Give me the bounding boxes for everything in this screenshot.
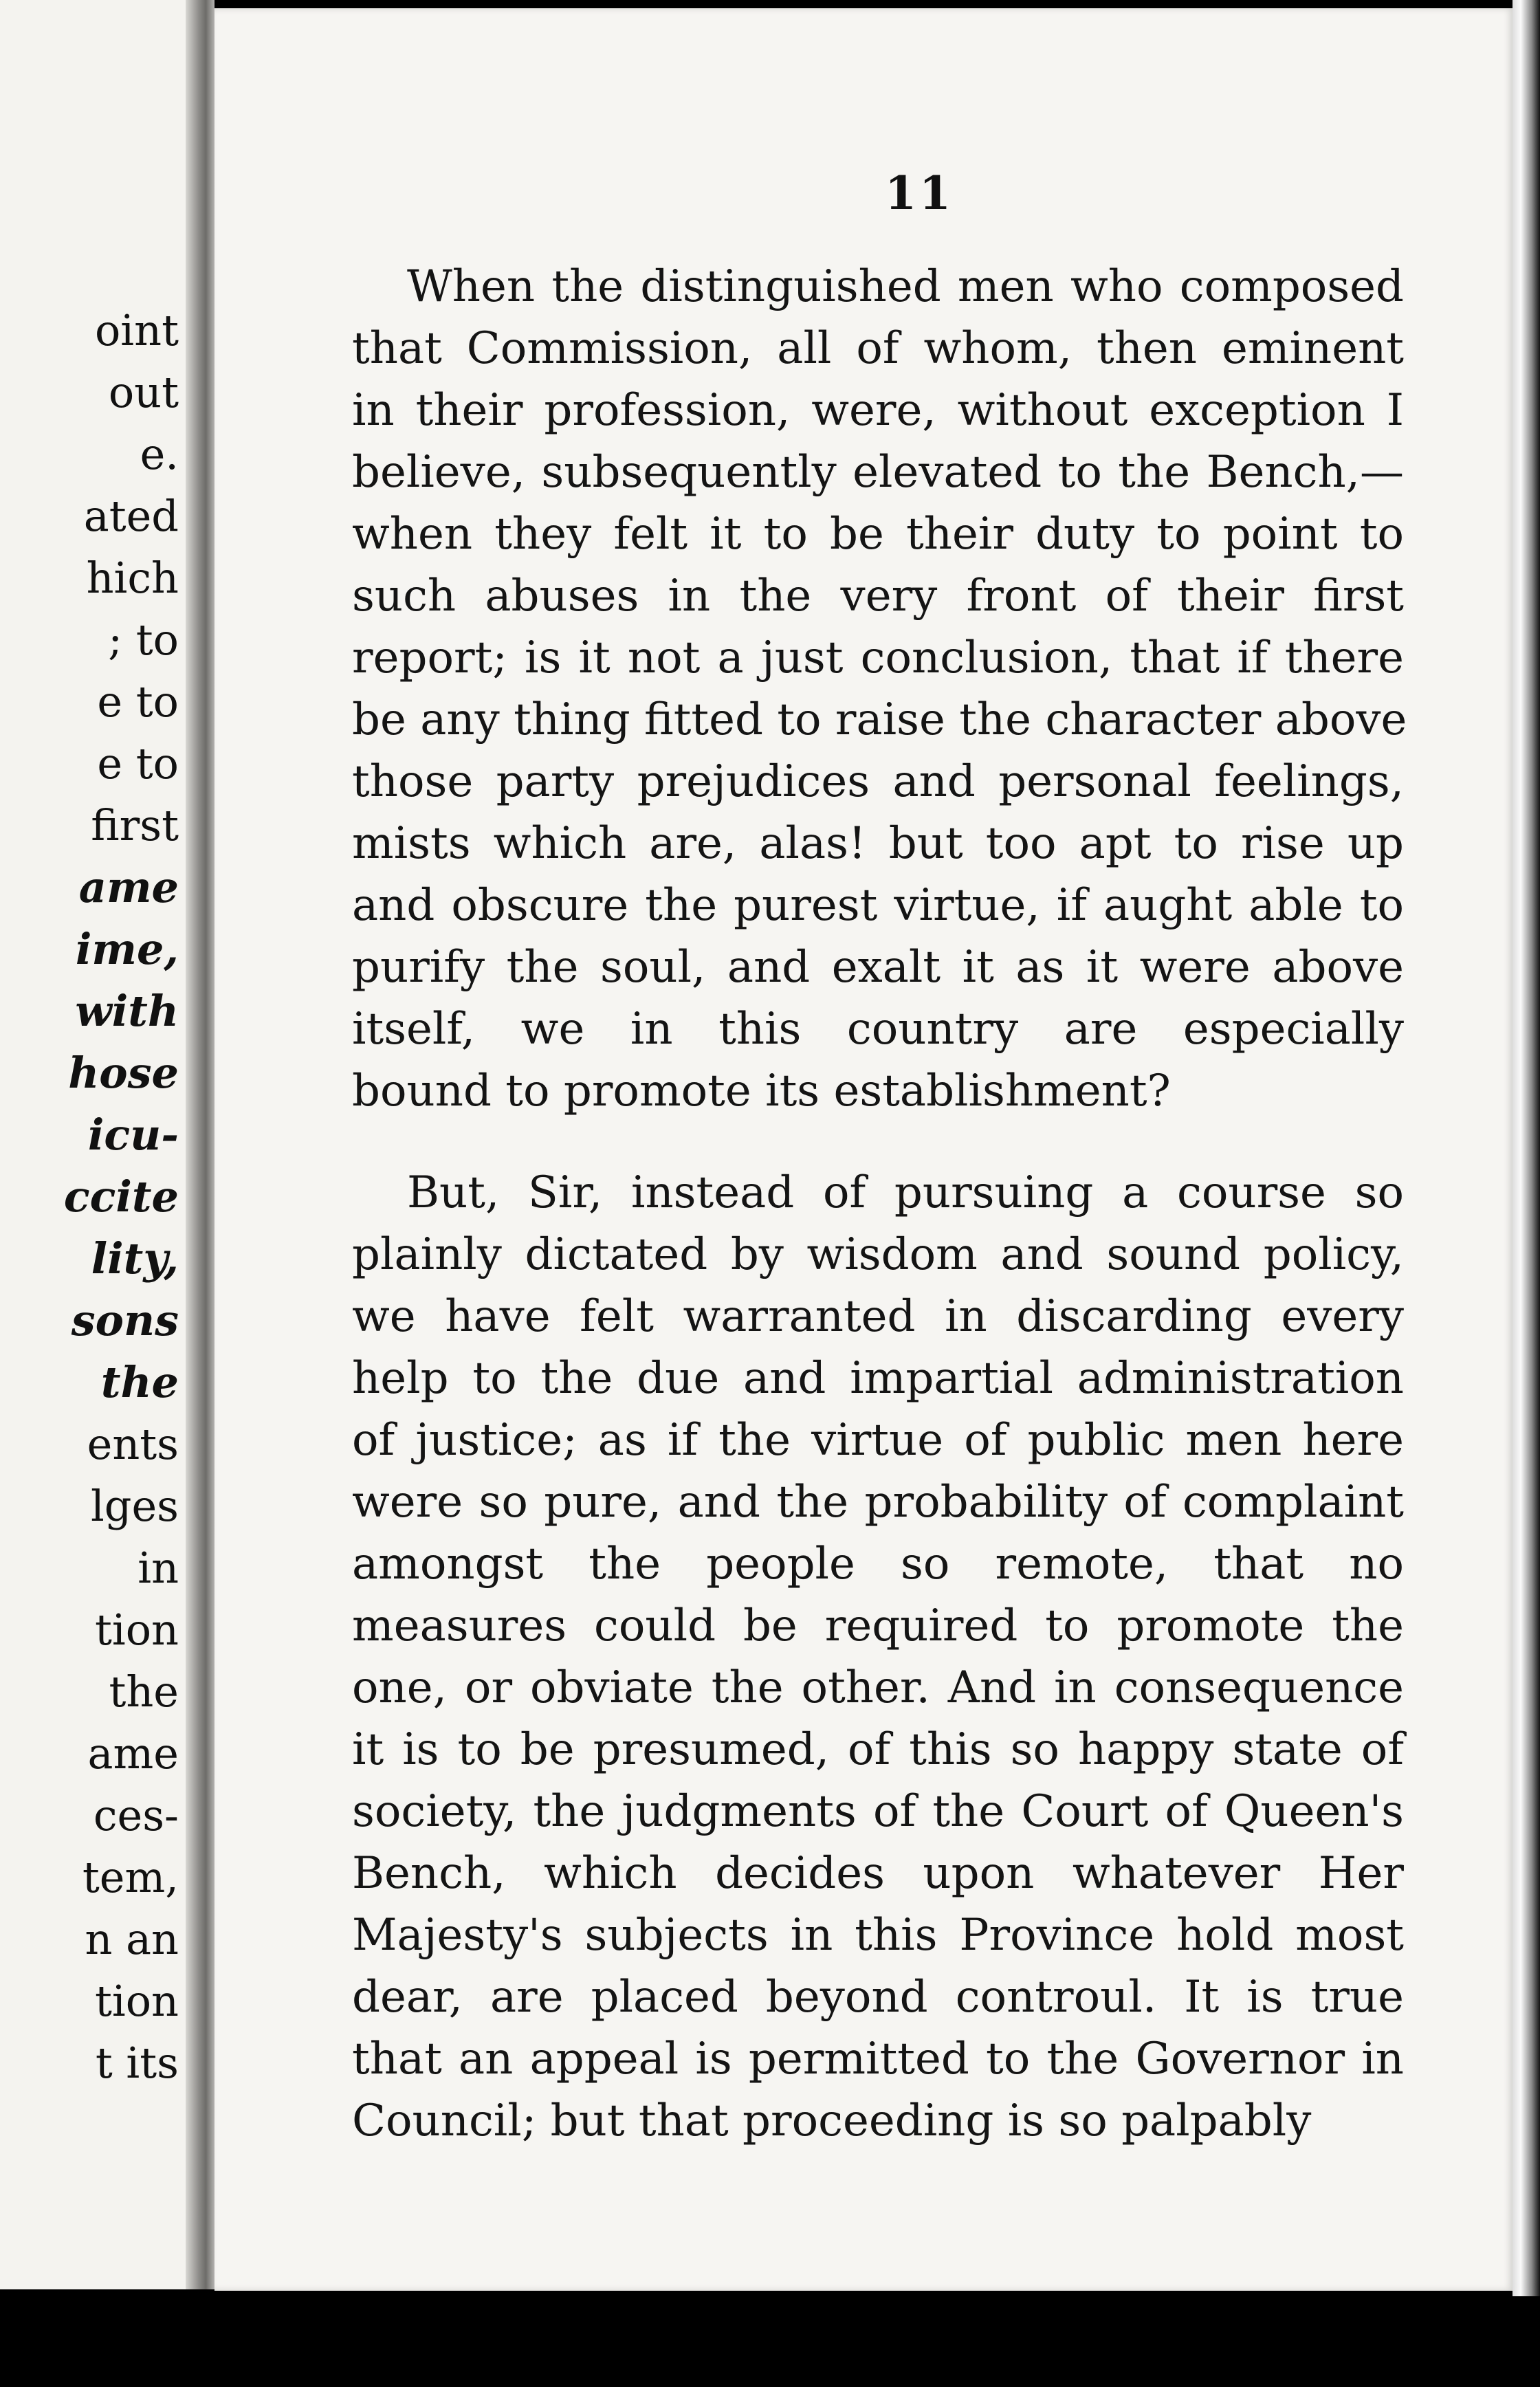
previous-page-fragment: with [75,986,179,1036]
previous-page-fragment: ces- [93,1790,179,1840]
previous-page-fragment: e to [97,676,179,727]
text-line: in their profession, were, without exception I [352,385,1404,436]
text-line: were so pure, and the probability of complaint [352,1477,1404,1528]
text-line: we have felt warranted in discarding every [352,1291,1404,1342]
paragraph-gap [352,1122,1404,1162]
previous-page-fragment: tem, [82,1852,179,1902]
text-line: and obscure the purest virtue, if aught able to [352,880,1404,931]
text-line: of justice; as if the virtue of public men here [352,1415,1404,1466]
text-line: plainly dictated by wisdom and sound policy, [352,1229,1404,1280]
previous-page-fragment: ime, [75,924,179,974]
book-gutter [186,0,214,2289]
book-page [214,8,1514,2291]
text-line: dear, are placed beyond controul. It is true [352,1972,1404,2023]
previous-page-fragment: lity, [91,1233,179,1284]
previous-page-fragment: out [108,367,179,417]
previous-page-fragment: oint [94,305,179,355]
text-line: amongst the people so remote, that no [352,1539,1404,1590]
text-line: those party prejudices and personal feelings, [352,756,1404,807]
text-line: that Commission, all of whom, then eminent [352,323,1404,374]
previous-page-fragment: t its [95,2038,179,2088]
text-line: report; is it not a just conclusion, that if there [352,632,1404,683]
previous-page-fragment: the [109,1666,179,1717]
text-line: Bench, which decides upon whatever Her [352,1848,1404,1899]
text-line: that an appeal is permitted to the Governor in [352,2034,1404,2084]
previous-page-fragment: the [100,1357,179,1407]
page-edge-shadow [1512,0,1540,2296]
text-line: it is to be presumed, of this so happy state of [352,1724,1404,1775]
text-line: when they felt it to be their duty to point to [352,509,1404,560]
previous-page-edge [0,0,199,2289]
previous-page-fragment: n an [85,1914,179,1964]
text-line: But, Sir, instead of pursuing a course so [407,1167,1404,1218]
previous-page-fragment: tion [94,1976,179,2026]
previous-page-fragment: hich [86,553,179,603]
body-text [352,256,1407,2152]
previous-page-fragment: e to [97,738,179,789]
text-line: measures could be required to promote the [352,1600,1404,1651]
previous-page-text-fragments [0,300,179,2094]
previous-page-fragment: tion [94,1605,179,1655]
text-line: help to the due and impartial administration [352,1353,1404,1404]
text-line: be any thing fitted to raise the character above [352,694,1407,745]
previous-page-fragment: in [138,1543,179,1593]
paragraph-1 [352,256,1407,1122]
text-line: When the distinguished men who composed [407,261,1404,312]
text-line: purify the soul, and exalt it as it were above [352,942,1404,993]
text-line: mists which are, alas! but too apt to rise up [352,818,1404,869]
text-line: such abuses in the very front of their first [352,571,1404,622]
text-line: believe, subsequently elevated to the Bench,— [352,447,1404,498]
previous-page-fragment: ame [78,862,179,912]
page-number: 11 [885,166,954,220]
previous-page-fragment: first [91,800,179,850]
previous-page-fragment: lges [90,1481,179,1531]
previous-page-fragment: icu- [87,1110,179,1160]
text-line: bound to promote its establishment? [352,1066,1171,1116]
text-line: Council; but that proceeding is so palpably [352,2096,1312,2146]
text-line: society, the judgments of the Court of Queen's [352,1786,1404,1837]
previous-page-fragment: e. [140,429,179,479]
previous-page-fragment: ents [87,1419,179,1469]
previous-page-fragment: ated [83,491,179,541]
previous-page-fragment: ame [87,1728,179,1779]
text-line: one, or obviate the other. And in consequence [352,1662,1404,1713]
text-line: Majesty's subjects in this Province hold most [352,1910,1404,1961]
paragraph-2 [352,1162,1404,2152]
text-line: itself, we in this country are especially [352,1004,1404,1055]
previous-page-fragment: sons [71,1295,179,1345]
previous-page-fragment: ; to [108,615,179,665]
previous-page-fragment: hose [68,1048,179,1098]
previous-page-fragment: ccite [63,1172,179,1222]
